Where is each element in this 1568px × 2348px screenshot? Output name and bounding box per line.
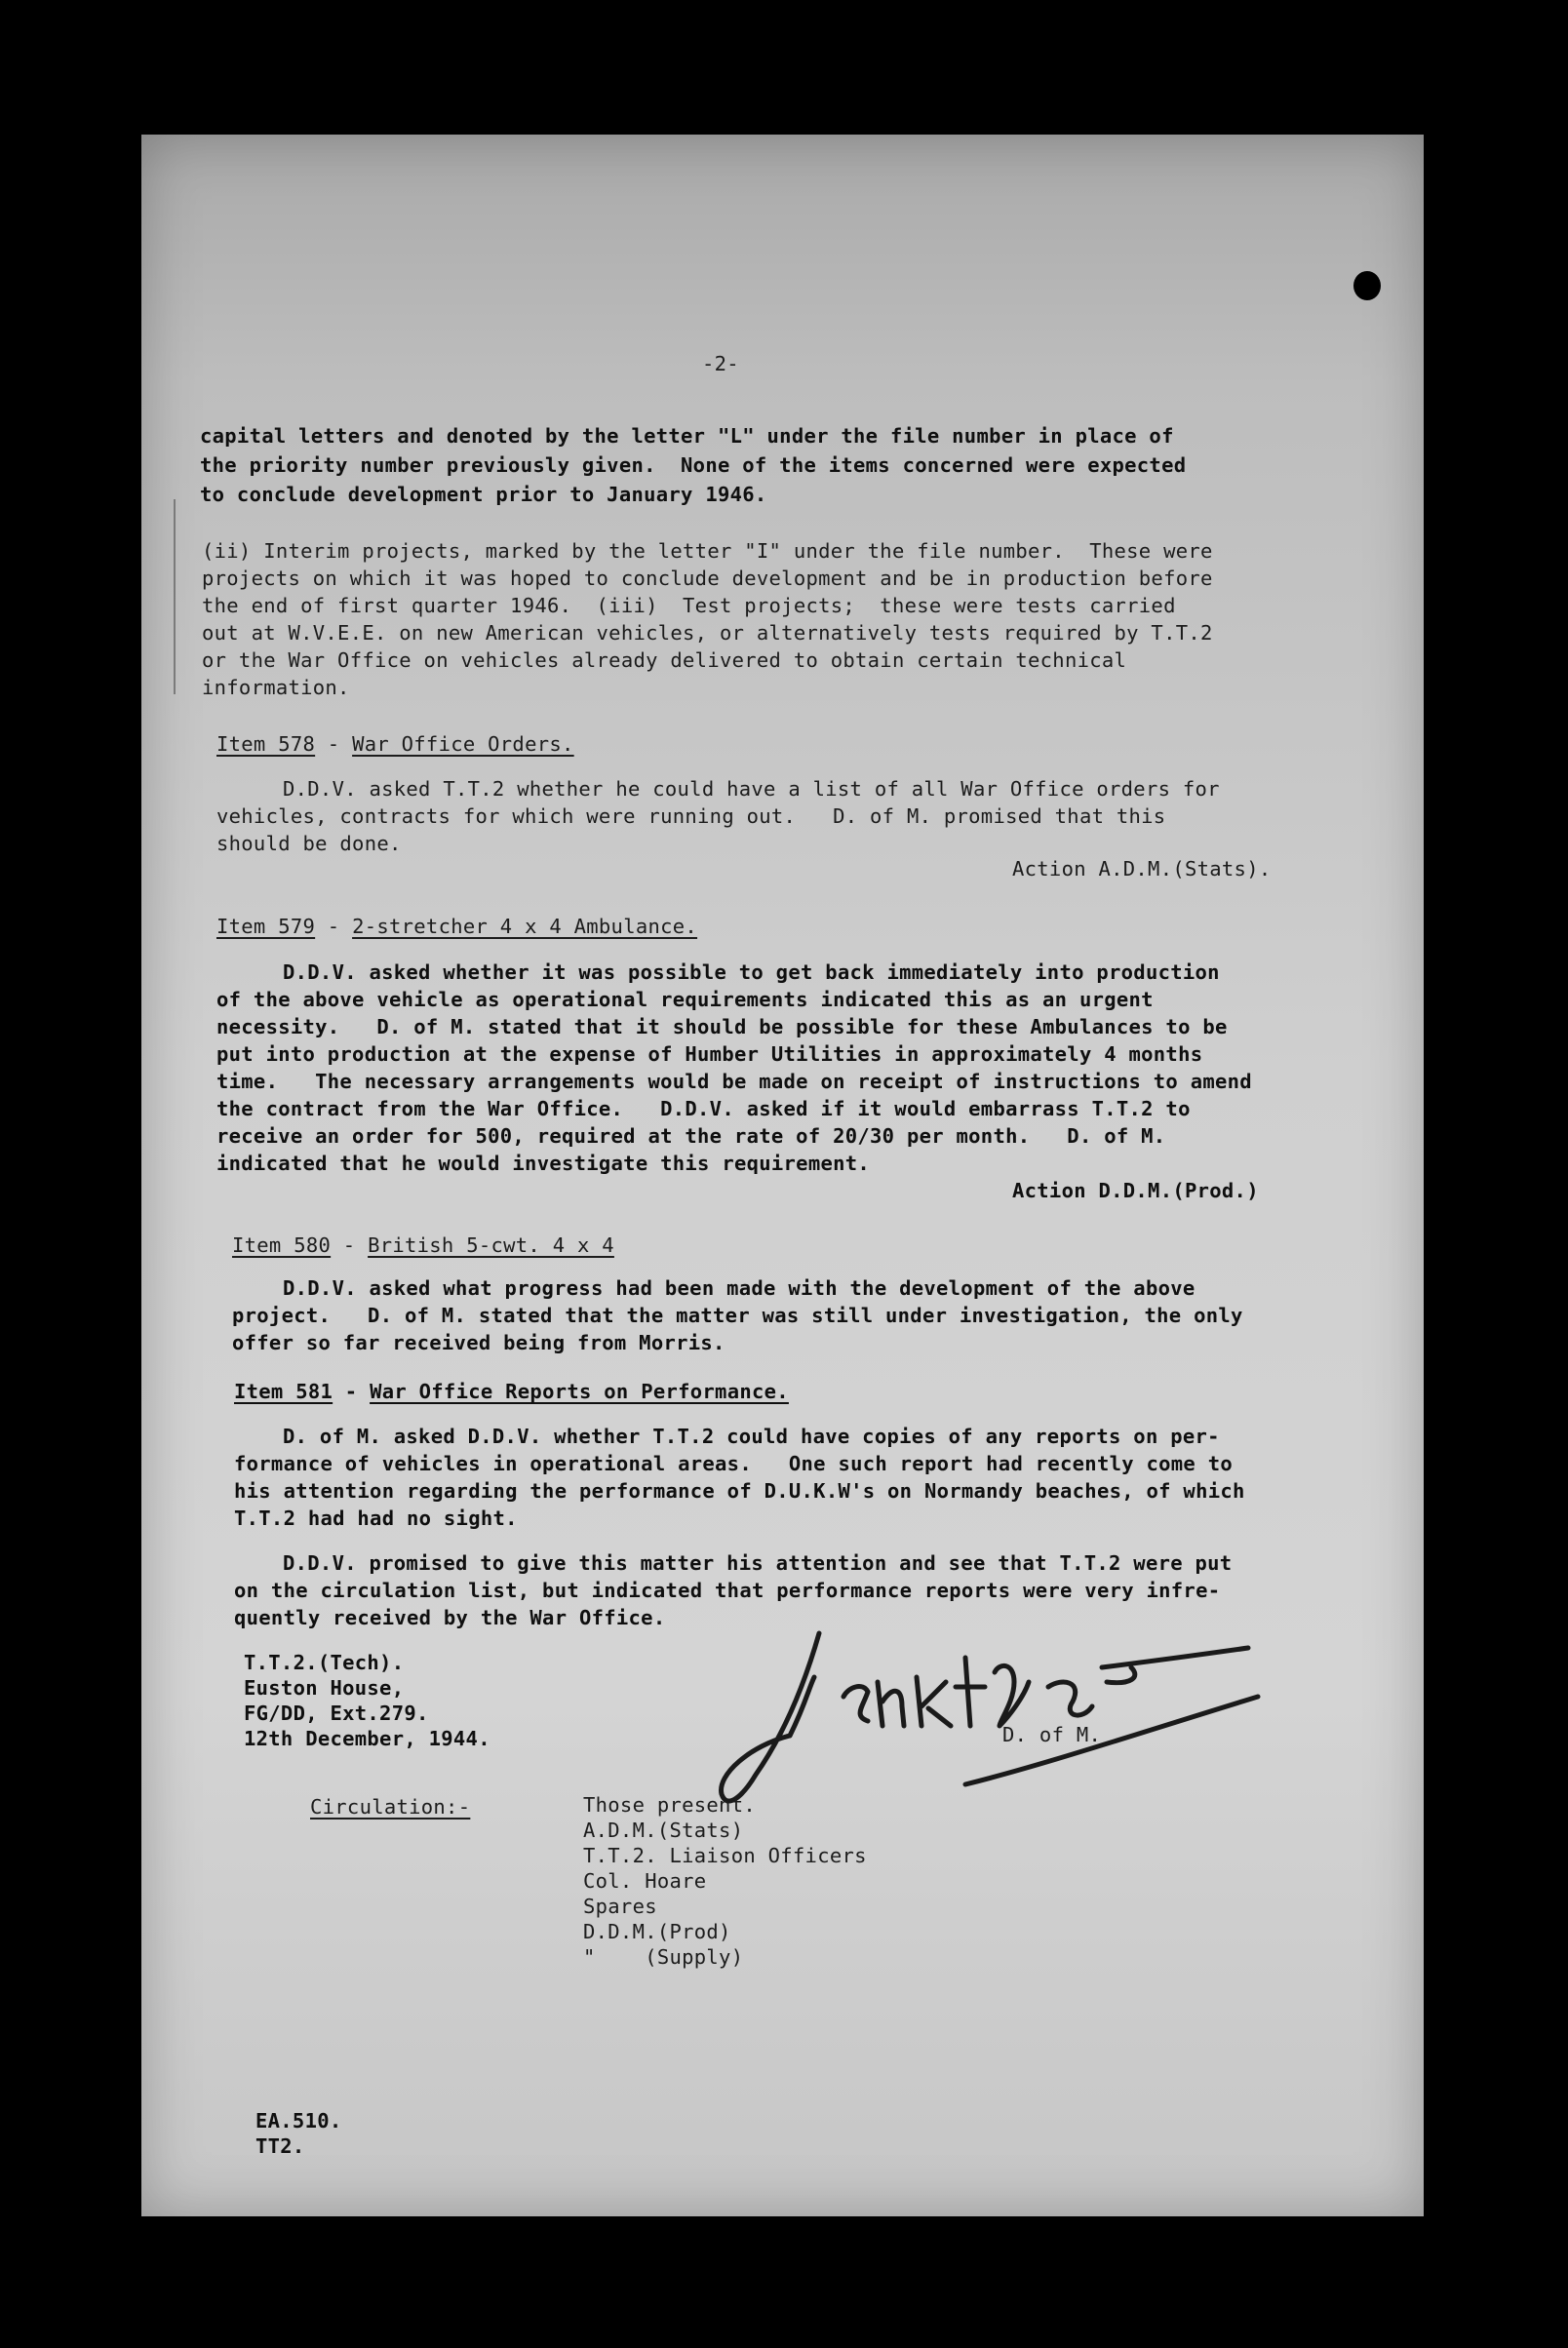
item-579-heading: Item 579 - 2-stretcher 4 x 4 Ambulance.	[216, 915, 698, 938]
circulation-label: Circulation:-	[310, 1795, 471, 1819]
item-579-line-5: time. The necessary arrangements would be made on receipt of instructions to amend	[216, 1070, 1252, 1093]
item-579-line-6: the contract from the War Office. D.D.V. asked if it would embarrass T.T.2 to	[216, 1097, 1191, 1120]
circulation-entry-2: A.D.M.(Stats)	[583, 1819, 744, 1842]
item-579-line-7: receive an order for 500, required at the rate of 20/30 per month. D. of M.	[216, 1124, 1166, 1148]
para2-line-3: the end of first quarter 1946. (iii) Test projects; these were tests carried	[202, 594, 1176, 617]
item-580-line-1: D.D.V. asked what progress had been made with the development of the above	[283, 1276, 1196, 1300]
item-578-action: Action A.D.M.(Stats).	[1012, 857, 1272, 880]
item-581-line-7: quently received by the War Office.	[234, 1606, 666, 1629]
item-580-heading: Item 580 - British 5-cwt. 4 x 4	[232, 1233, 614, 1257]
item-579-action: Action D.D.M.(Prod.)	[1012, 1179, 1259, 1202]
circulation-entry-6: D.D.M.(Prod)	[583, 1920, 731, 1943]
item-579-line-3: necessity. D. of M. stated that it should be possible for these Ambulances to be	[216, 1015, 1228, 1038]
circulation-entry-4: Col. Hoare	[583, 1869, 707, 1893]
para2-line-5: or the War Office on vehicles already delivered to obtain certain technical	[202, 648, 1127, 672]
para1-line-3: to conclude development prior to January 1946.	[200, 483, 767, 506]
sender-line-3: FG/DD, Ext.279.	[244, 1702, 429, 1725]
item-579-line-4: put into production at the expense of Humber Utilities in approximately 4 months	[216, 1042, 1203, 1066]
circulation-entry-7: " (Supply)	[583, 1945, 744, 1969]
item-579-line-1: D.D.V. asked whether it was possible to get back immediately into production	[283, 960, 1220, 984]
item-580-line-3: offer so far received being from Morris.	[232, 1331, 725, 1354]
para2-line-1: (ii) Interim projects, marked by the letter "I" under the file number. These were	[202, 539, 1213, 563]
para1-line-2: the priority number previously given. None of the items concerned were expected	[200, 453, 1187, 477]
circulation-entry-5: Spares	[583, 1895, 657, 1918]
sender-line-4: 12th December, 1944.	[244, 1727, 490, 1750]
signature-title: D. of M.	[1002, 1723, 1102, 1746]
para2-line-4: out at W.V.E.E. on new American vehicles, or alternatively tests required by T.T.2	[202, 621, 1213, 645]
item-578-heading: Item 578 - War Office Orders.	[216, 732, 574, 756]
item-579-line-2: of the above vehicle as operational requirements indicated this as an urgent	[216, 988, 1154, 1011]
item-579-line-8: indicated that he would investigate this requirement.	[216, 1152, 871, 1175]
punch-hole	[1353, 271, 1381, 300]
item-580-line-2: project. D. of M. stated that the matter was still under investigation, the only	[232, 1304, 1243, 1327]
footer-line-2: TT2.	[255, 2134, 305, 2158]
para2-line-2: projects on which it was hoped to conclude development and be in production before	[202, 567, 1213, 590]
item-578-line-2: vehicles, contracts for which were running out. D. of M. promised that this	[216, 804, 1166, 828]
circulation-entry-3: T.T.2. Liaison Officers	[583, 1844, 867, 1867]
sender-line-1: T.T.2.(Tech).	[244, 1651, 405, 1674]
item-581-line-3: his attention regarding the performance of D.U.K.W's on Normandy beaches, of which	[234, 1479, 1245, 1503]
item-581-line-1: D. of M. asked D.D.V. whether T.T.2 could have copies of any reports on per-	[283, 1425, 1220, 1448]
page-number: -2-	[702, 352, 739, 375]
para2-line-6: information.	[202, 676, 350, 699]
item-578-line-1: D.D.V. asked T.T.2 whether he could have a list of all War Office orders for	[283, 777, 1220, 801]
pencil-margin-mark	[174, 499, 185, 694]
item-581-line-2: formance of vehicles in operational areas. One such report had recently come to	[234, 1452, 1234, 1475]
item-581-heading: Item 581 - War Office Reports on Performance.	[234, 1380, 789, 1403]
footer-line-1: EA.510.	[255, 2109, 342, 2133]
sender-line-2: Euston House,	[244, 1676, 405, 1700]
circulation-entry-1: Those present.	[583, 1793, 756, 1817]
handwritten-signature	[673, 1628, 1307, 1823]
para1-line-1: capital letters and denoted by the letter "L" under the file number in place of	[200, 424, 1174, 448]
item-578-line-3: should be done.	[216, 832, 402, 855]
item-581-line-5: D.D.V. promised to give this matter his attention and see that T.T.2 were put	[283, 1551, 1233, 1575]
item-581-line-6: on the circulation list, but indicated that performance reports were very infre-	[234, 1579, 1221, 1602]
item-581-line-4: T.T.2 had had no sight.	[234, 1507, 518, 1530]
